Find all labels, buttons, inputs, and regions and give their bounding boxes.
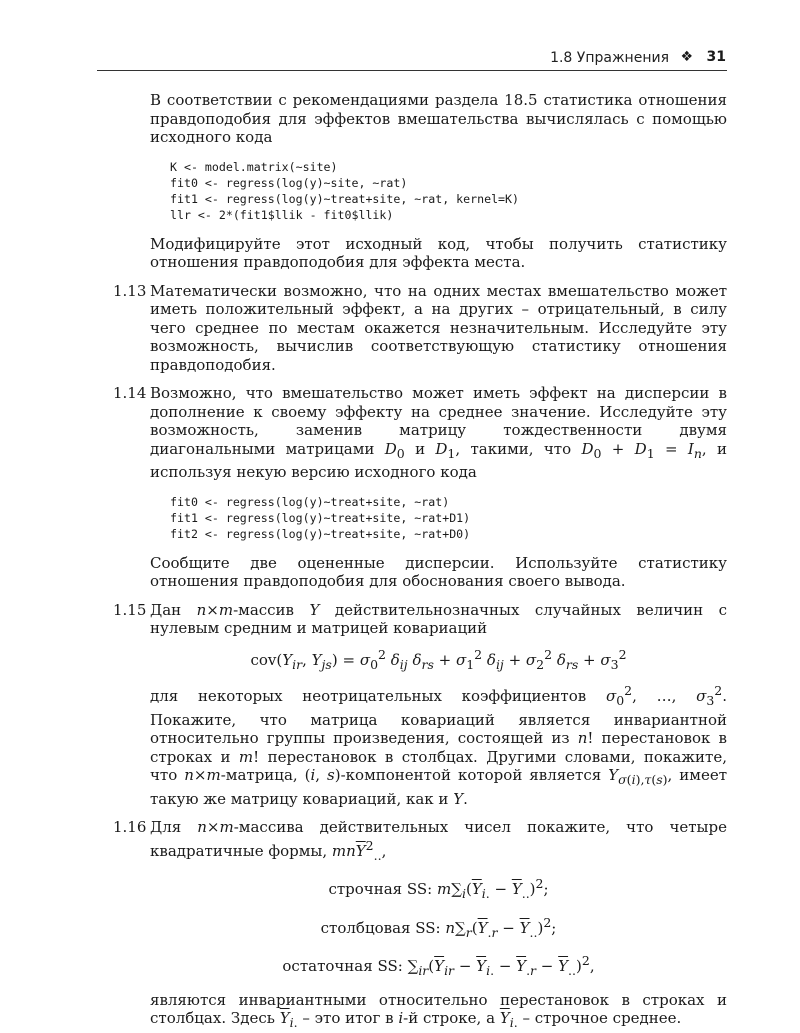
intro-paragraph: В соответствии с рекомендациями раздела 18.5 статистика отношения правдоподобия для эффектов вмешательства вычислялась с помощью исходного кода — [150, 91, 727, 146]
code-line: fit1 <- regress(log(y)~treat+site, ~rat, kernel=K) — [170, 191, 520, 206]
page-body — [113, 91, 728, 1033]
exercise-1-16 — [113, 818, 727, 1033]
header-ornament-icon: ❖ — [680, 49, 693, 65]
residual-ss-formula: остаточная SS: $\sum_{ir}(\overline{Y}_{ir} - \overline{Y}_{i.} - \overline{Y}_{.r} - \overline{Y}_{..})^2$, — [282, 953, 595, 978]
code-line: fit1 <- regress(log(y)~treat+site, ~rat+D1) — [170, 510, 471, 525]
exercise-number: 1.16 — [113, 818, 147, 836]
code-line: llr <- 2*(fit1$llik - fit0$llik) — [170, 207, 394, 222]
code-line: fit0 <- regress(log(y)~site, ~rat) — [170, 175, 408, 190]
exercise-after-text: Сообщите две оцененные дисперсии. Используйте статистику отношения правдоподобия для обоснования своего вывода. — [150, 553, 727, 590]
exercise-1-15 — [113, 600, 728, 809]
covariance-formula: $cov(Y_{ir}$, $Y_{js}) = \sigma_0^2$ $\delta_{ij}$ $\delta_{rs} + \sigma_1^2$ $\delta_{ij} + \sigma_2^2$ $\delta_{rs} + \sigma_3^2$ — [250, 646, 627, 672]
code-line: fit0 <- regress(log(y)~treat+site, ~rat) — [170, 494, 450, 509]
exercise-after-text: являются инвариантными относительно перестановок в строках и столбцах. Здесь $\overline{Y}_{i.}$ – это итог в i-й строке, а $\overline{Y}_{i.}$ – строчное среднее. — [150, 990, 727, 1030]
code-line: K <- model.matrix(~site) — [170, 159, 338, 174]
exercise-number: 1.15 — [113, 600, 147, 619]
exercise-after-text: для некоторых неотрицательных коэффициентов $\sigma_0^2$, …, $\sigma_3^2$. Покажите, что матрица ковариаций является инвариантной относительно группы произведения, состоящей из n! перестановок в строках и m! перестановок в столбцах. Другими словами, покажите, что n×m-матрица, (i, s)-компонентой которой является $Y_{\sigma(i),\tau(s)}$, имеет такую же матрицу ковариаций, как и Y. — [150, 683, 728, 808]
exercise-1-14 — [113, 384, 727, 591]
column-ss-formula: столбцовая SS: $n\sum_r(\overline{Y}_{.r} - \overline{Y}_{..})^2$; — [320, 914, 557, 940]
row-ss-formula: строчная SS: $m\sum_i(\overline{Y}_{i.} - \overline{Y}_{..})^2$; — [328, 876, 549, 901]
exercise-text: Дан n×m-массив Y действительнозначных случайных величин с нулевым средним и матрицей ковариаций — [150, 600, 727, 637]
page-number: 31 — [706, 49, 726, 65]
code-block-2 — [150, 494, 727, 542]
exercise-text: Для n×m-массива действительных чисел покажите, что четыре квадратичные формы, $mn\overline{Y}^2_{..}$, — [150, 818, 727, 863]
code-block-1 — [150, 159, 727, 223]
code-line: fit2 <- regress(log(y)~treat+site, ~rat+D0) — [170, 526, 471, 541]
exercise-text: Математически возможно, что на одних местах вмешательство может иметь положительный эффект, а на других – отрицательный, в силу чего среднее по местам окажется незначительным. Исследуйте эту возможность, вычислив соответствующую статистику отношения правдоподобия. — [150, 281, 727, 374]
exercise-number: 1.14 — [113, 384, 147, 402]
running-header — [97, 44, 727, 71]
intro-after-paragraph: Модифицируйте этот исходный код, чтобы получить статистику отношения правдоподобия для эффекта места. — [150, 234, 727, 271]
exercise-1-13 — [113, 281, 727, 375]
header-section-title: 1.8 Упражнения — [550, 50, 669, 66]
exercise-text: Возможно, что вмешательство может иметь эффект на дисперсии в дополнение к своему эффекту на среднее значение. Исследуйте эту возможность, заменив матрицу тождественности двумя диагональными матрицами $D_0$ и $D_1$, такими, что $D_0 + D_1 = I_n$, и используя некую версию исходного кода — [150, 384, 727, 481]
exercise-number: 1.13 — [113, 281, 147, 300]
